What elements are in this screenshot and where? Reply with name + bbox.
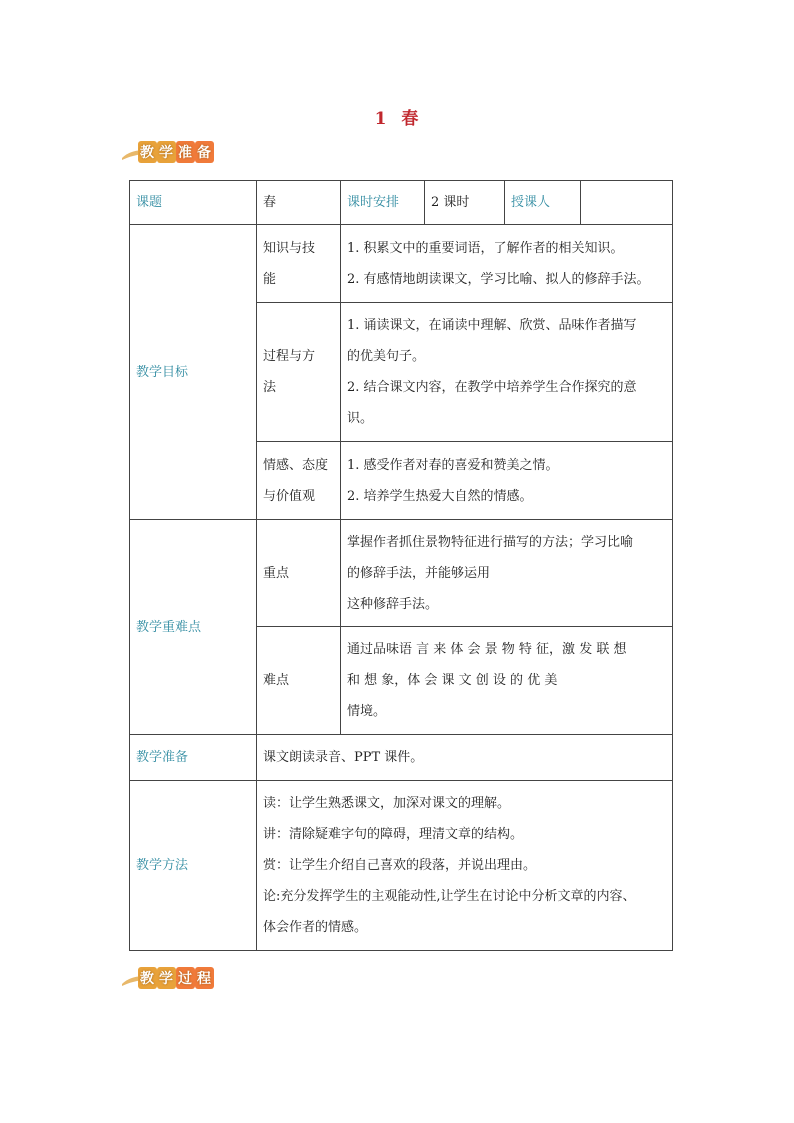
schedule-value: 2 课时 — [425, 181, 505, 225]
content-line: 2. 结合课文内容，在教学中培养学生合作探究的意 — [347, 380, 637, 395]
process-label — [257, 303, 341, 442]
topic-value: 春 — [257, 181, 341, 225]
key-label: 教学重难点 — [130, 520, 257, 735]
banner-char: 程 — [195, 967, 214, 989]
teacher-value — [581, 181, 673, 225]
content-line: 赏：让学生介绍自己喜欢的段落，并说出理由。 — [263, 858, 537, 873]
content-line: 情境。 — [347, 704, 387, 719]
content-line: 2. 培养学生热爱大自然的情感。 — [347, 488, 533, 504]
content-line: 体会作者的情感。 — [263, 920, 368, 935]
banner-char: 准 — [176, 141, 195, 163]
table-row — [130, 520, 673, 627]
content-line: 掌握作者抓住景物特征进行描写的方法；学习比喻 — [347, 534, 634, 550]
banner-teaching-process — [120, 966, 230, 992]
banner-char: 过 — [176, 967, 195, 989]
banner-char: 教 — [138, 967, 157, 989]
content-line: 识。 — [347, 411, 374, 426]
table-row — [130, 225, 673, 303]
focus-content — [341, 520, 673, 627]
content-line: 的修辞手法，并能够运用 — [347, 565, 491, 581]
label-line: 法 — [263, 380, 277, 395]
schedule-label: 课时安排 — [341, 181, 425, 225]
page-title — [0, 104, 794, 129]
prep-content: 课文朗读录音、PPT 课件。 — [257, 735, 673, 781]
methods-content — [257, 781, 673, 951]
banner-char: 学 — [157, 967, 176, 989]
teacher-label: 授课人 — [505, 181, 581, 225]
content-line: 读：让学生熟悉课文，加深对课文的理解。 — [263, 796, 511, 811]
label-line: 能 — [263, 271, 277, 287]
emotion-label — [257, 442, 341, 520]
content-line: 这种修辞手法。 — [347, 596, 439, 612]
knowledge-content — [341, 225, 673, 303]
knowledge-label — [257, 225, 341, 303]
methods-label: 教学方法 — [130, 781, 257, 951]
difficulty-label: 难点 — [257, 627, 341, 735]
difficulty-content — [341, 627, 673, 735]
content-line: 通过品味语 言 来 体 会 景 物 特 征，激 发 联 想 — [347, 642, 627, 657]
banner-char: 学 — [157, 141, 176, 163]
emotion-content — [341, 442, 673, 520]
content-line: 讲：清除疑难字句的障碍，理清文章的结构。 — [263, 827, 524, 842]
label-line: 知识与技 — [263, 240, 316, 256]
title-number: 1 — [374, 109, 388, 129]
goals-label: 教学目标 — [130, 225, 257, 520]
table-row — [130, 781, 673, 951]
label-line: 与价值观 — [263, 488, 316, 504]
content-line: 1. 感受作者对春的喜爱和赞美之情。 — [347, 457, 559, 473]
label-line: 过程与方 — [263, 349, 316, 364]
banner-char: 备 — [195, 141, 214, 163]
process-content — [341, 303, 673, 442]
table-row — [130, 735, 673, 781]
label-line: 情感、态度 — [263, 457, 329, 473]
content-line: 2. 有感情地朗读课文，学习比喻、拟人的修辞手法。 — [347, 271, 650, 287]
topic-label: 课题 — [130, 181, 257, 225]
banner-teaching-prep — [120, 140, 230, 166]
table-row — [130, 181, 673, 225]
banner-char: 教 — [138, 141, 157, 163]
lesson-plan-table — [129, 180, 673, 951]
content-line: 1. 诵读课文，在诵读中理解、欣赏、品味作者描写 — [347, 318, 637, 333]
content-line: 论:充分发挥学生的主观能动性,让学生在讨论中分析文章的内容、 — [263, 889, 636, 904]
content-line: 的优美句子。 — [347, 349, 426, 364]
prep-label: 教学准备 — [130, 735, 257, 781]
content-line: 和 想 象，体 会 课 文 创 设 的 优 美 — [347, 673, 558, 688]
focus-label: 重点 — [257, 520, 341, 627]
content-line: 1. 积累文中的重要词语，了解作者的相关知识。 — [347, 240, 624, 256]
title-text: 春 — [401, 109, 420, 129]
